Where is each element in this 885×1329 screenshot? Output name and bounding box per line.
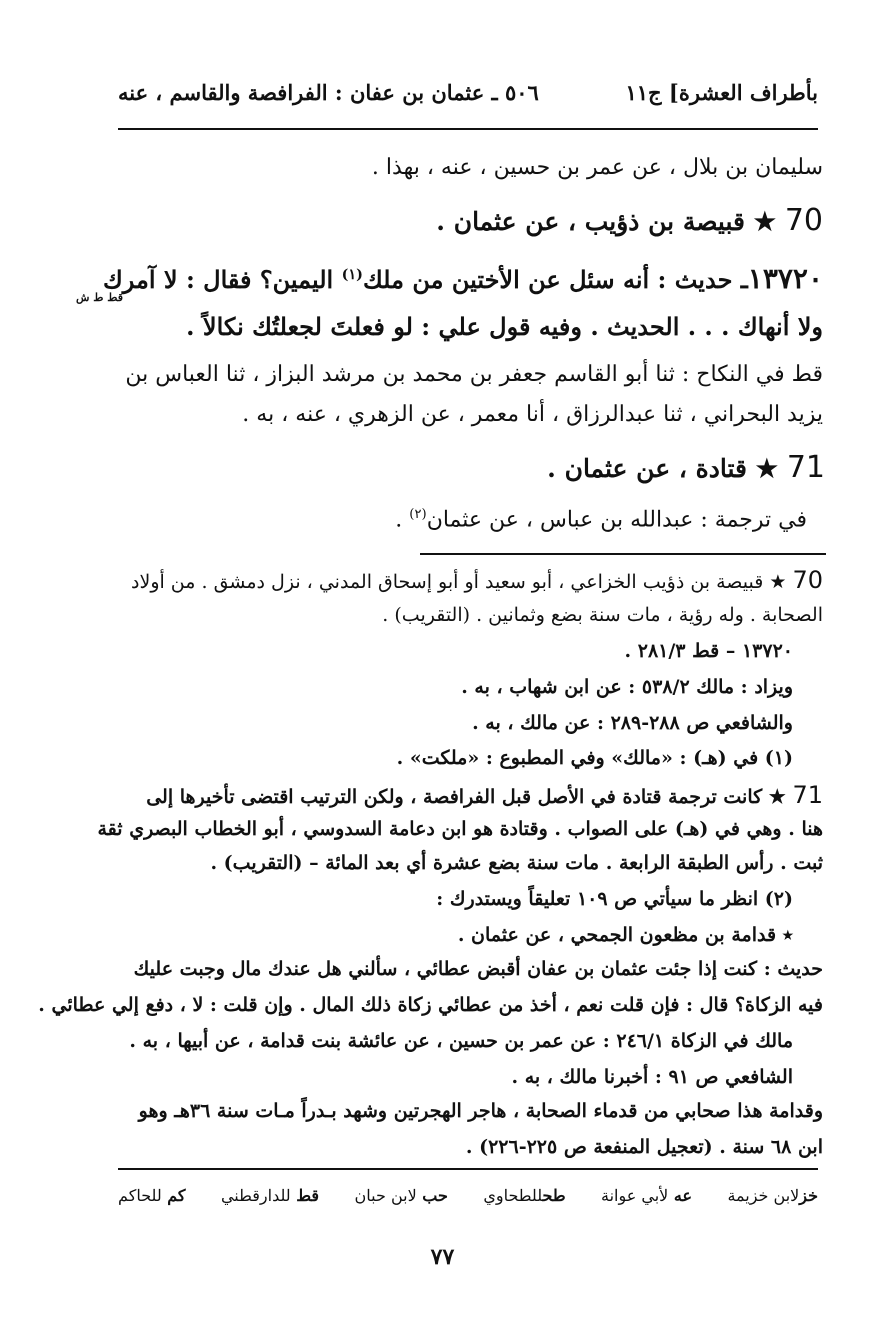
footnote-text: ١٣٧٢٠ – قط ٢٨١/٣ . <box>624 640 793 662</box>
footnote-text: ابن ٦٨ سنة . (تعجيل المنفعة ص ٢٢٥-٢٢٦) . <box>465 1136 823 1158</box>
isnad-line: يزيد البحراني ، ثنا عبدالرزاق ، أنا معمر ، عن الزهري ، عنه ، به . <box>242 402 823 427</box>
abbreviation-name: لابن حبان <box>354 1186 417 1205</box>
abbreviation <box>221 1186 319 1216</box>
abbreviation-name: لأبي عوانة <box>601 1186 669 1205</box>
footnote-1: (١) في (هـ) : «مالك» وفي المطبوع : «ملكت» . <box>396 747 793 769</box>
hadith-line-1 <box>63 262 823 295</box>
footnote-text: حديث : كنت إذا جئت عثمان بن عفان أقبض عطائي ، سألني هل عندك مال وجبت عليك <box>133 958 823 980</box>
abbreviation-name: للحاكم <box>118 1186 162 1205</box>
footnote-text: الشافعي ص ٩١ : أخبرنا مالك ، به . <box>511 1066 793 1088</box>
footnote-71 <box>63 781 823 809</box>
running-header <box>118 80 818 120</box>
footnote-marker: (١) <box>341 266 363 283</box>
abbreviation-code: عه <box>673 1186 692 1205</box>
abbreviation <box>355 1186 448 1216</box>
footnote-text: ★ قبيصة بن ذؤيب الخزاعي ، أبو سعيد أو أبو إسحاق المدني ، نزل دمشق . من أولاد <box>131 571 787 593</box>
hadith-number: ١٣٧٢٠ <box>747 262 823 295</box>
section-number: 71 <box>786 450 825 485</box>
reference-text: . <box>395 507 410 533</box>
abbreviation-name: للطحاوي <box>483 1186 543 1205</box>
isnad-line: قط في النكاح : ثنا أبو القاسم جعفر بن محمد بن مرشد البزاز ، ثنا العباس بن <box>125 362 823 387</box>
page-number: ٧٧ <box>430 1244 455 1270</box>
footnote-text: ★ كانت ترجمة قتادة في الأصل قبل الفرافصة ، ولكن الترتيب اقتضى تأخيرها إلى <box>146 786 786 808</box>
cross-reference <box>47 507 807 532</box>
footnote-text: هنا . وهي في (هـ) على الصواب . وقتادة هو ابن دعامة السدوسي ، أبو الخطاب البصري ثقة <box>97 818 823 840</box>
footnote-text: وقدامة هذا صحابي من قدماء الصحابة ، هاجر الهجرتين وشهد بـدراً مـات سنة ٣٦هـ وهو <box>138 1100 823 1122</box>
hadith-text: ـ حديث : أنه سئل عن الأختين من ملك <box>362 265 748 294</box>
star-icon: ★ <box>753 207 777 236</box>
footnote-text: ثبت . رأس الطبقة الرابعة . مات سنة بضع عشرة أي بعد المائة – (التقريب) . <box>210 852 823 874</box>
section-heading-71 <box>65 450 825 485</box>
footnote-70 <box>63 566 823 594</box>
footnote-marker: (٢) <box>409 507 427 522</box>
hadith-text: اليمين؟ فقال : لا آمرك <box>103 265 342 294</box>
header-chapter-title: ٥٠٦ ـ عثمان بن عفان : الفرافصة والقاسم ، عنه <box>118 80 539 105</box>
abbreviation-code: خز <box>799 1186 818 1205</box>
footnote-text: فيه الزكاة؟ قال : فإن قلت نعم ، أخذ من عطائي زكاة ذلك المال . وإن قلت : لا ، دفع إلي عطائي . <box>38 994 823 1016</box>
section-title: قبيصة بن ذؤيب ، عن عثمان . <box>436 207 745 236</box>
abbreviation <box>601 1186 692 1216</box>
reference-text: في ترجمة : عبدالله بن عباس ، عن عثمان <box>426 507 807 533</box>
abbreviation <box>118 1186 185 1216</box>
abbreviation-code: كم <box>167 1186 186 1205</box>
source-codes: قط ط ش <box>76 291 123 304</box>
footnote-divider <box>420 553 826 555</box>
footnote-text: ٭ قدامة بن مظعون الجمحي ، عن عثمان . <box>457 924 793 946</box>
footnote-number: 70 <box>792 566 823 594</box>
text-line: سليمان بن بلال ، عن عمر بن حسين ، عنه ، بهذا . <box>371 155 823 180</box>
abbreviation-code: طح <box>542 1186 566 1205</box>
header-divider <box>118 128 818 130</box>
abbreviation <box>483 1186 565 1216</box>
abbreviation-code: حب <box>422 1186 448 1205</box>
abbreviation-code: قط <box>296 1186 320 1205</box>
section-number: 70 <box>784 203 823 238</box>
footnote-text: ويزاد : مالك ٥٣٨/٢ : عن ابن شهاب ، به . <box>461 676 793 698</box>
abbreviation-name: للدارقطني <box>220 1186 291 1205</box>
footnote-text: الصحابة . وله رؤية ، مات سنة بضع وثمانين . (التقريب) . <box>382 604 823 626</box>
star-icon: ★ <box>755 454 779 483</box>
footnote-text: مالك في الزكاة ٢٤٦/١ : عن عمر بن حسين ، عن عائشة بنت قدامة ، عن أبيها ، به . <box>129 1030 793 1052</box>
hadith-line-2: ولا أنهاك . . . الحديث . وفيه قول علي : لو فعلتَ لجعلتُك نكالاً . <box>186 312 823 341</box>
footnote-text: والشافعي ص ٢٨٨-٢٨٩ : عن مالك ، به . <box>472 712 793 734</box>
footnote-2: (٢) انظر ما سيأتي ص ١٠٩ تعليقاً ويستدرك : <box>436 888 793 910</box>
section-heading-70 <box>63 203 823 238</box>
abbreviation <box>727 1186 818 1216</box>
header-book-title: بأطراف العشرة] ج١١ <box>625 80 818 105</box>
abbreviation-name: لابن خزيمة <box>727 1186 800 1205</box>
footnote-number: 71 <box>792 781 823 809</box>
section-title: قتادة ، عن عثمان . <box>547 454 747 483</box>
abbreviations-bar <box>118 1186 818 1216</box>
abbreviations-divider <box>118 1168 818 1170</box>
